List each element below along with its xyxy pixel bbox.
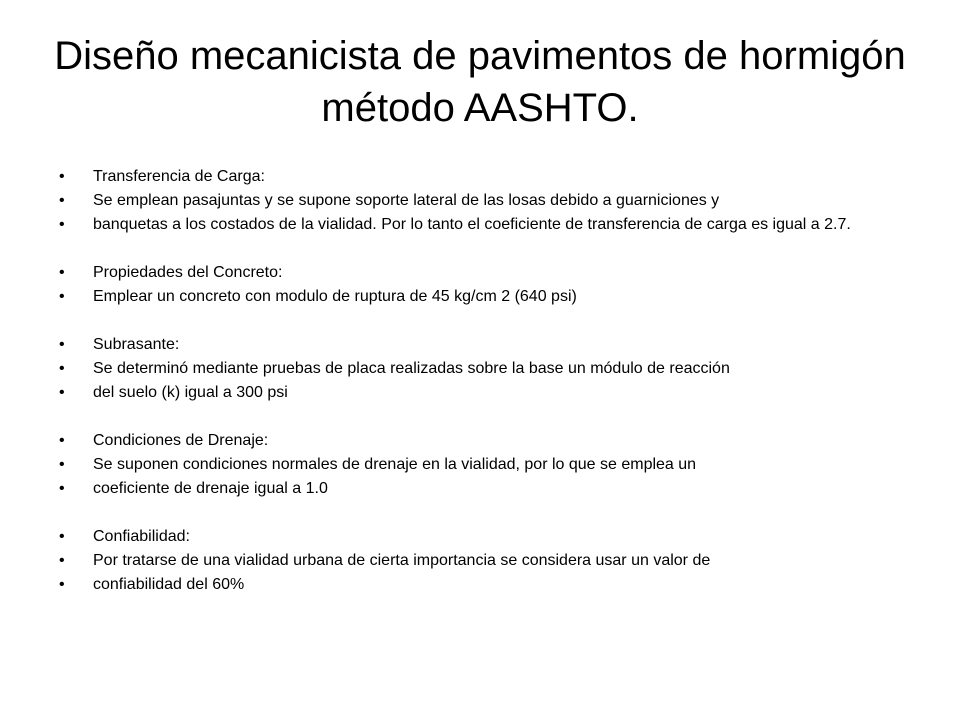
bullet-marker: •: [59, 456, 65, 473]
bullet-marker: •: [59, 168, 65, 185]
bullet-item: [59, 336, 899, 353]
bullet-text: Se determinó mediante pruebas de placa realizadas sobre la base un módulo de reacción: [93, 360, 730, 377]
bullet-text: banquetas a los costados de la vialidad. Por lo tanto el coeficiente de transferencia de carga es igual a 2.7.: [93, 216, 851, 233]
bullet-item: [59, 480, 899, 497]
bullet-item: [59, 216, 899, 233]
bullet-item: [59, 288, 899, 305]
bullet-marker: •: [59, 336, 65, 353]
bullet-item: [59, 576, 899, 593]
bullet-marker: •: [59, 264, 65, 281]
bullet-item: [59, 192, 899, 209]
bullet-text: confiabilidad del 60%: [93, 576, 245, 593]
bullet-text: Transferencia de Carga:: [93, 168, 265, 185]
bullet-marker: •: [59, 192, 65, 209]
bullet-item: [59, 360, 899, 377]
bullet-text: Emplear un concreto con modulo de ruptura de 45 kg/cm 2 (640 psi): [93, 288, 577, 305]
bullet-text: del suelo (k) igual a 300 psi: [93, 384, 288, 401]
bullet-text: Confiabilidad:: [93, 528, 190, 545]
bullet-item: [59, 384, 899, 401]
bullet-list: [59, 168, 899, 600]
bullet-marker: •: [59, 384, 65, 401]
bullet-text: Se suponen condiciones normales de drenaje en la vialidad, por lo que se emplea un: [93, 456, 697, 473]
slide-title: Diseño mecanicista de pavimentos de hormigón método AASHTO.: [54, 34, 906, 130]
bullet-marker: •: [59, 360, 65, 377]
bullet-item: [59, 264, 899, 281]
bullet-text: Por tratarse de una vialidad urbana de cierta importancia se considera usar un valor de: [93, 552, 711, 569]
bullet-marker: •: [59, 552, 65, 569]
bullet-text: coeficiente de drenaje igual a 1.0: [93, 480, 328, 497]
bullet-item: [59, 432, 899, 449]
bullet-text: Propiedades del Concreto:: [93, 264, 283, 281]
bullet-item: [59, 168, 899, 185]
bullet-marker: •: [59, 288, 65, 305]
bullet-text: Subrasante:: [93, 336, 180, 353]
bullet-marker: •: [59, 528, 65, 545]
bullet-marker: •: [59, 432, 65, 449]
bullet-item: [59, 456, 899, 473]
bullet-text: Condiciones de Drenaje:: [93, 432, 269, 449]
bullet-marker: •: [59, 216, 65, 233]
bullet-marker: •: [59, 576, 65, 593]
bullet-marker: •: [59, 480, 65, 497]
bullet-item: [59, 552, 899, 569]
bullet-text: Se emplean pasajuntas y se supone soporte lateral de las losas debido a guarniciones y: [93, 192, 720, 209]
bullet-item: [59, 528, 899, 545]
